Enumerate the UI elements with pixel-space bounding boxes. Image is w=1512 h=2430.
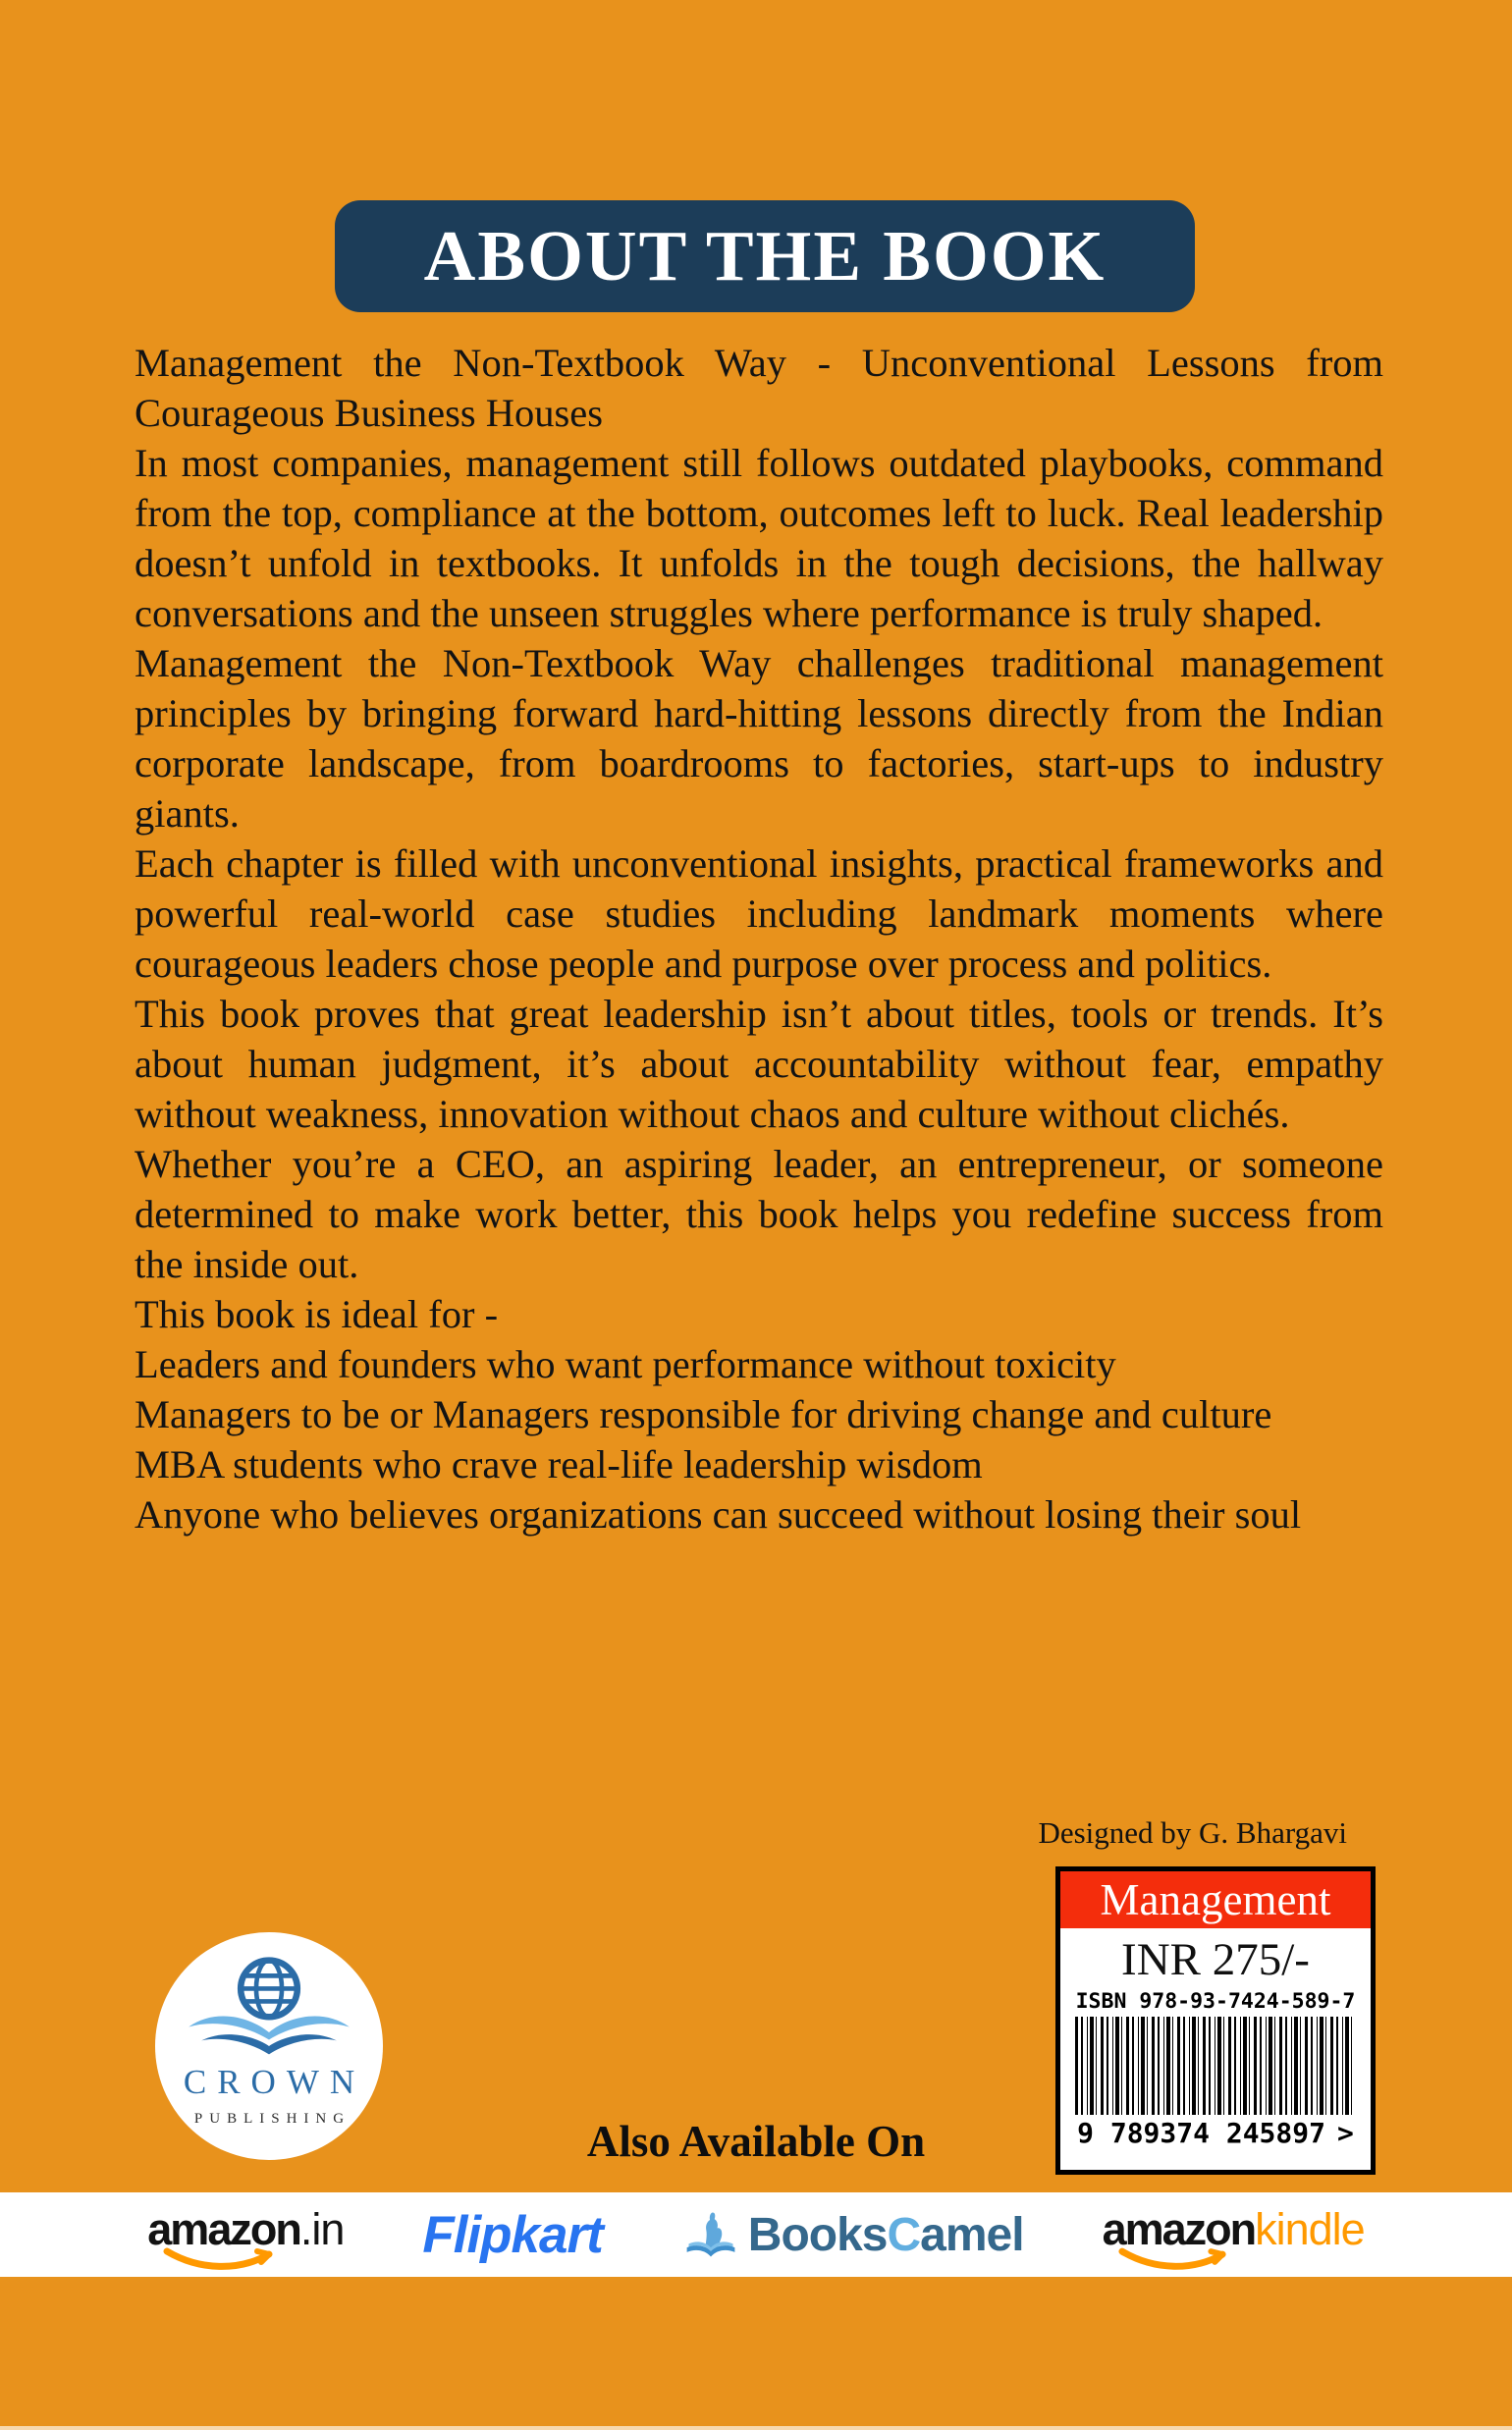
bookscamel-logo	[681, 2205, 1024, 2264]
bookscamel-text-part: Books	[747, 2208, 888, 2261]
amazon-wordmark: amazon	[147, 2204, 300, 2254]
category-badge: Management	[1060, 1871, 1371, 1928]
amazon-kindle-logo	[1103, 2204, 1365, 2265]
publisher-name: CROWN	[183, 2063, 366, 2101]
amazon-in-suffix: .in	[299, 2204, 345, 2254]
cover-bottom-edge	[0, 2426, 1512, 2430]
isbn-number: ISBN 978-93-7424-589-7	[1075, 1989, 1356, 2014]
bookscamel-text-part: amel	[920, 2208, 1024, 2261]
camel-book-icon	[681, 2205, 740, 2264]
description-paragraph: Management the Non-Textbook Way - Unconventional Lessons from Courageous Business Houses	[135, 341, 1383, 435]
about-the-book-banner	[335, 200, 1195, 312]
retailer-bar	[0, 2192, 1512, 2277]
price-label: INR 275/-	[1121, 1934, 1310, 1985]
description-paragraph: This book proves that great leadership isn’t about titles, tools or trends. It’s about human judgment, it’s about accountability without fear, empathy without weakness, innovation without chaos and culture without clichés.	[135, 992, 1383, 1136]
description-paragraph: Each chapter is filled with unconventional insights, practical frameworks and powerful real-world case studies including landmark moments where courageous leaders chose people and purpose over process and politics.	[135, 841, 1383, 986]
description-paragraph: Managers to be or Managers responsible for driving change and culture	[135, 1392, 1272, 1436]
flipkart-logo: Flipkart	[422, 2205, 603, 2264]
description-paragraph: Anyone who believes organizations can succeed without losing their soul	[135, 1492, 1302, 1537]
description-paragraph: MBA students who crave real-life leadership wisdom	[135, 1442, 983, 1486]
designer-credit: Designed by G. Bhargavi	[1038, 1815, 1347, 1850]
description-paragraph: Whether you’re a CEO, an aspiring leader, an entrepreneur, or someone determined to make work better, this book helps you redefine success from the inside out.	[135, 1142, 1383, 1286]
barcode	[1075, 2017, 1356, 2115]
description-paragraph: Management the Non-Textbook Way challenges traditional management principles by bringing forward hard-hitting lessons directly from the Indian corporate landscape, from boardrooms to factories, start-ups to industry giants.	[135, 641, 1383, 836]
kindle-suffix: kindle	[1255, 2204, 1365, 2254]
publisher-type: PUBLISHING	[193, 2111, 351, 2127]
page-title: ABOUT THE BOOK	[423, 216, 1107, 296]
description-paragraph: This book is ideal for -	[135, 1292, 499, 1336]
book-description	[135, 338, 1383, 1539]
bookscamel-text-part: C	[887, 2208, 921, 2261]
barcode-digit-text: 9 789374 245897	[1077, 2117, 1325, 2149]
amazon-in-logo	[147, 2204, 344, 2265]
amazon-smile-icon	[161, 2247, 279, 2271]
description-paragraph: Leaders and founders who want performance without toxicity	[135, 1342, 1116, 1386]
barcode-arrow: >	[1337, 2117, 1354, 2149]
amazon-wordmark: amazon	[1102, 2204, 1256, 2254]
also-available-heading: Also Available On	[586, 2117, 926, 2166]
globe-book-icon	[178, 1952, 360, 2062]
amazon-smile-icon	[1116, 2247, 1232, 2271]
description-paragraph: In most companies, management still follows outdated playbooks, command from the top, compliance at the bottom, outcomes left to luck. Real leadership doesn’t unfold in textbooks. It unfolds in the tough decisions, the hallway conversations and the unseen struggles where performance is truly shaped.	[135, 441, 1383, 635]
